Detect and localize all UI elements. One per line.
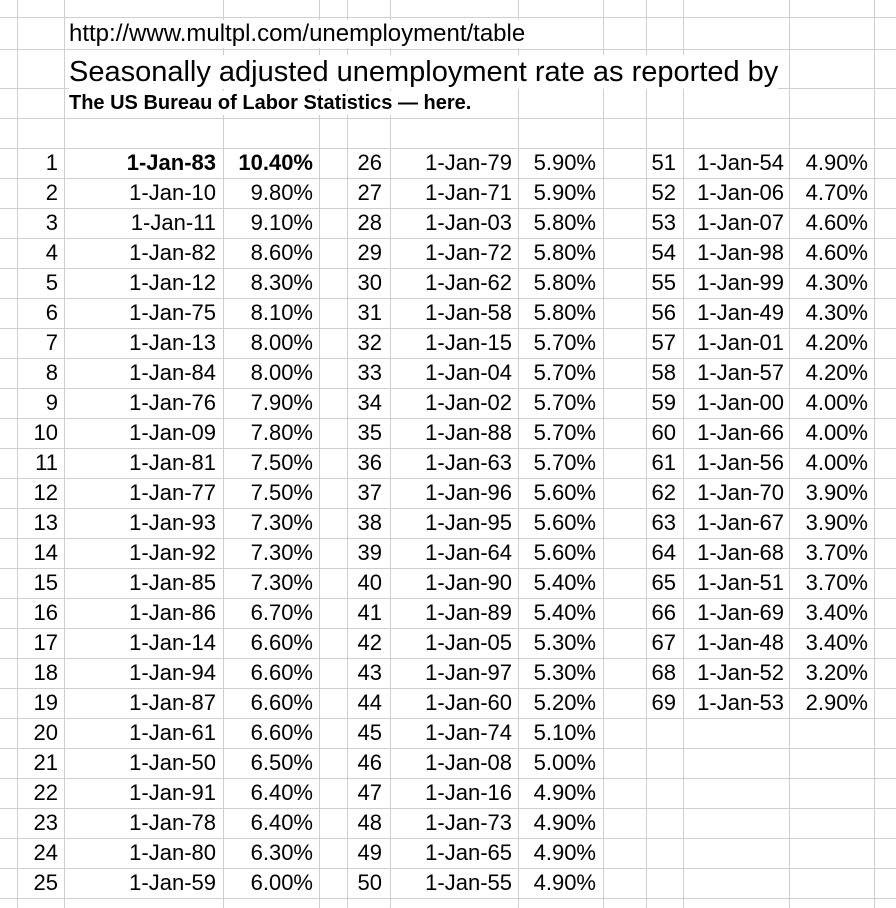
row-rank-cell[interactable]: 39 [357, 540, 382, 565]
row-rank-cell[interactable]: 61 [651, 450, 676, 475]
rate-cell[interactable]: 6.60% [250, 630, 313, 655]
date-cell[interactable]: 1-Jan-58 [425, 300, 512, 325]
row-rank-cell[interactable]: 45 [357, 720, 382, 745]
row-rank-cell[interactable]: 11 [35, 450, 58, 475]
row-rank-cell[interactable]: 58 [651, 360, 676, 385]
row-rank-cell[interactable]: 33 [357, 360, 382, 385]
row-rank-cell[interactable]: 69 [651, 690, 676, 715]
rate-cell[interactable]: 5.00% [533, 750, 596, 775]
gridline-vertical [64, 0, 65, 908]
row-rank-cell[interactable]: 10 [33, 420, 58, 445]
row-rank-cell[interactable]: 46 [357, 750, 382, 775]
date-cell[interactable]: 1-Jan-67 [697, 510, 784, 535]
rate-cell[interactable]: 5.70% [533, 330, 596, 355]
date-cell[interactable]: 1-Jan-08 [425, 750, 512, 775]
rate-cell[interactable]: 5.80% [533, 210, 596, 235]
row-rank-cell[interactable]: 8 [45, 360, 58, 385]
rate-cell[interactable]: 9.80% [250, 180, 313, 205]
gridline-vertical [789, 0, 790, 908]
date-cell[interactable]: 1-Jan-82 [129, 240, 216, 265]
date-cell[interactable]: 1-Jan-88 [425, 420, 512, 445]
date-cell[interactable]: 1-Jan-75 [129, 300, 216, 325]
date-cell[interactable]: 1-Jan-99 [697, 270, 784, 295]
row-rank-cell[interactable]: 57 [651, 330, 676, 355]
rate-cell[interactable]: 4.90% [533, 870, 596, 895]
rate-cell[interactable]: 7.90% [250, 390, 313, 415]
date-cell[interactable]: 1-Jan-72 [425, 240, 512, 265]
rate-cell[interactable]: 4.60% [805, 240, 868, 265]
date-cell[interactable]: 1-Jan-52 [697, 660, 784, 685]
row-rank-cell[interactable]: 65 [651, 570, 676, 595]
rate-cell[interactable]: 4.90% [533, 810, 596, 835]
row-rank-cell[interactable]: 47 [357, 780, 382, 805]
date-cell[interactable]: 1-Jan-12 [129, 270, 216, 295]
row-rank-cell[interactable]: 37 [357, 480, 382, 505]
date-cell[interactable]: 1-Jan-50 [129, 750, 216, 775]
row-rank-cell[interactable]: 3 [45, 210, 58, 235]
rate-cell[interactable]: 5.40% [533, 600, 596, 625]
rate-cell[interactable]: 5.70% [533, 390, 596, 415]
date-cell[interactable]: 1-Jan-66 [697, 420, 784, 445]
rate-cell[interactable]: 7.50% [250, 450, 313, 475]
row-rank-cell[interactable]: 44 [357, 690, 382, 715]
date-cell[interactable]: 1-Jan-69 [697, 600, 784, 625]
rate-cell[interactable]: 5.30% [533, 630, 596, 655]
rate-cell[interactable]: 7.30% [250, 570, 313, 595]
date-cell[interactable]: 1-Jan-74 [425, 720, 512, 745]
rate-cell[interactable]: 6.30% [250, 840, 313, 865]
rate-cell[interactable]: 9.10% [250, 210, 313, 235]
date-cell[interactable]: 1-Jan-56 [697, 450, 784, 475]
gridline-vertical [518, 0, 519, 908]
rate-cell[interactable]: 4.90% [533, 780, 596, 805]
row-rank-cell[interactable]: 32 [357, 330, 382, 355]
row-rank-cell[interactable]: 28 [357, 210, 382, 235]
row-rank-cell[interactable]: 5 [45, 270, 58, 295]
row-rank-cell[interactable]: 34 [357, 390, 382, 415]
rate-cell[interactable]: 5.10% [533, 720, 596, 745]
sheet-subtitle[interactable]: Seasonally adjusted unemployment rate as reported by [69, 56, 779, 88]
date-cell[interactable]: 1-Jan-09 [129, 420, 216, 445]
rate-cell[interactable]: 5.80% [533, 300, 596, 325]
rate-cell[interactable]: 5.70% [533, 360, 596, 385]
date-cell[interactable]: 1-Jan-07 [697, 210, 784, 235]
row-rank-cell[interactable]: 66 [651, 600, 676, 625]
rate-cell[interactable]: 5.40% [533, 570, 596, 595]
date-cell[interactable]: 1-Jan-01 [697, 330, 784, 355]
rate-cell[interactable]: 4.00% [805, 450, 868, 475]
date-cell[interactable]: 1-Jan-51 [697, 570, 784, 595]
rate-cell[interactable]: 8.30% [250, 270, 313, 295]
row-rank-cell[interactable]: 40 [357, 570, 382, 595]
rate-cell[interactable]: 5.80% [533, 240, 596, 265]
date-cell[interactable]: 1-Jan-96 [425, 480, 512, 505]
rate-cell[interactable]: 4.70% [805, 180, 868, 205]
rate-cell[interactable]: 3.90% [805, 510, 868, 535]
date-cell[interactable]: 1-Jan-89 [425, 600, 512, 625]
row-rank-cell[interactable]: 6 [45, 300, 58, 325]
date-cell[interactable]: 1-Jan-81 [129, 450, 216, 475]
gridline-vertical [319, 0, 320, 908]
date-cell[interactable]: 1-Jan-03 [425, 210, 512, 235]
rate-cell[interactable]: 4.20% [805, 360, 868, 385]
row-rank-cell[interactable]: 59 [651, 390, 676, 415]
row-rank-cell[interactable]: 63 [651, 510, 676, 535]
row-rank-cell[interactable]: 25 [33, 870, 58, 895]
gridline-vertical [17, 0, 18, 908]
rate-cell[interactable]: 6.60% [250, 720, 313, 745]
date-cell[interactable]: 1-Jan-97 [425, 660, 512, 685]
date-cell[interactable]: 1-Jan-94 [129, 660, 216, 685]
row-rank-cell[interactable]: 21 [33, 750, 58, 775]
row-rank-cell[interactable]: 50 [357, 870, 382, 895]
date-cell[interactable]: 1-Jan-87 [129, 690, 216, 715]
row-rank-cell[interactable]: 7 [45, 330, 58, 355]
rate-cell[interactable]: 4.90% [533, 840, 596, 865]
date-cell[interactable]: 1-Jan-05 [425, 630, 512, 655]
rate-cell[interactable]: 6.00% [250, 870, 313, 895]
row-rank-cell[interactable]: 35 [357, 420, 382, 445]
row-rank-cell[interactable]: 38 [357, 510, 382, 535]
date-cell[interactable]: 1-Jan-49 [697, 300, 784, 325]
date-cell[interactable]: 1-Jan-70 [697, 480, 784, 505]
row-rank-cell[interactable]: 22 [33, 780, 58, 805]
gridline-horizontal [0, 17, 896, 18]
rate-cell[interactable]: 6.40% [250, 780, 313, 805]
rate-cell[interactable]: 3.70% [805, 570, 868, 595]
rate-cell[interactable]: 4.30% [805, 270, 868, 295]
rate-cell[interactable]: 10.40% [238, 150, 313, 175]
row-rank-cell[interactable]: 36 [357, 450, 382, 475]
rate-cell[interactable]: 5.80% [533, 270, 596, 295]
row-rank-cell[interactable]: 4 [45, 240, 58, 265]
rate-cell[interactable]: 7.30% [250, 510, 313, 535]
date-cell[interactable]: 1-Jan-48 [697, 630, 784, 655]
gridline-horizontal [0, 49, 896, 50]
row-rank-cell[interactable]: 16 [33, 600, 58, 625]
gridline-vertical [683, 0, 684, 908]
rate-cell[interactable]: 6.50% [250, 750, 313, 775]
rate-cell[interactable]: 7.80% [250, 420, 313, 445]
row-rank-cell[interactable]: 29 [357, 240, 382, 265]
row-rank-cell[interactable]: 13 [33, 510, 58, 535]
date-cell[interactable]: 1-Jan-71 [425, 180, 512, 205]
row-rank-cell[interactable]: 18 [33, 660, 58, 685]
gridline-vertical [223, 0, 224, 908]
row-rank-cell[interactable]: 53 [651, 210, 676, 235]
rate-cell[interactable]: 7.30% [250, 540, 313, 565]
rate-cell[interactable]: 5.30% [533, 660, 596, 685]
row-rank-cell[interactable]: 54 [651, 240, 676, 265]
rate-cell[interactable]: 6.40% [250, 810, 313, 835]
date-cell[interactable]: 1-Jan-65 [425, 840, 512, 865]
date-cell[interactable]: 1-Jan-61 [129, 720, 216, 745]
row-rank-cell[interactable]: 20 [33, 720, 58, 745]
row-rank-cell[interactable]: 43 [357, 660, 382, 685]
row-rank-cell[interactable]: 67 [651, 630, 676, 655]
row-rank-cell[interactable]: 49 [357, 840, 382, 865]
row-rank-cell[interactable]: 48 [357, 810, 382, 835]
date-cell[interactable]: 1-Jan-00 [697, 390, 784, 415]
row-rank-cell[interactable]: 1 [45, 150, 58, 175]
rate-cell[interactable]: 6.60% [250, 690, 313, 715]
gridline-vertical [347, 0, 348, 908]
rate-cell[interactable]: 4.00% [805, 390, 868, 415]
date-cell[interactable]: 1-Jan-92 [129, 540, 216, 565]
date-cell[interactable]: 1-Jan-95 [425, 510, 512, 535]
date-cell[interactable]: 1-Jan-98 [697, 240, 784, 265]
row-rank-cell[interactable]: 60 [651, 420, 676, 445]
rate-cell[interactable]: 3.20% [805, 660, 868, 685]
rate-cell[interactable]: 5.90% [533, 150, 596, 175]
date-cell[interactable]: 1-Jan-60 [425, 690, 512, 715]
date-cell[interactable]: 1-Jan-91 [129, 780, 216, 805]
row-rank-cell[interactable]: 52 [651, 180, 676, 205]
row-rank-cell[interactable]: 27 [357, 180, 382, 205]
row-rank-cell[interactable]: 30 [357, 270, 382, 295]
date-cell[interactable]: 1-Jan-86 [129, 600, 216, 625]
row-rank-cell[interactable]: 14 [33, 540, 58, 565]
date-cell[interactable]: 1-Jan-10 [129, 180, 216, 205]
rate-cell[interactable]: 2.90% [805, 690, 868, 715]
date-cell[interactable]: 1-Jan-77 [129, 480, 216, 505]
date-cell[interactable]: 1-Jan-79 [425, 150, 512, 175]
rate-cell[interactable]: 3.70% [805, 540, 868, 565]
date-cell[interactable]: 1-Jan-84 [129, 360, 216, 385]
row-rank-cell[interactable]: 41 [357, 600, 382, 625]
rate-cell[interactable]: 5.70% [533, 420, 596, 445]
rate-cell[interactable]: 3.90% [805, 480, 868, 505]
rate-cell[interactable]: 4.90% [805, 150, 868, 175]
date-cell[interactable]: 1-Jan-59 [129, 870, 216, 895]
source-url[interactable]: http://www.multpl.com/unemployment/table [69, 20, 526, 47]
gridline-vertical [874, 0, 875, 908]
gridline-vertical [646, 0, 647, 908]
rate-cell[interactable]: 5.90% [533, 180, 596, 205]
date-cell[interactable]: 1-Jan-55 [425, 870, 512, 895]
rate-cell[interactable]: 8.00% [250, 330, 313, 355]
row-rank-cell[interactable]: 9 [45, 390, 58, 415]
rate-cell[interactable]: 4.60% [805, 210, 868, 235]
rate-cell[interactable]: 3.40% [805, 600, 868, 625]
row-rank-cell[interactable]: 55 [651, 270, 676, 295]
date-cell[interactable]: 1-Jan-85 [129, 570, 216, 595]
rate-cell[interactable]: 5.20% [533, 690, 596, 715]
date-cell[interactable]: 1-Jan-53 [697, 690, 784, 715]
rate-cell[interactable]: 4.20% [805, 330, 868, 355]
row-rank-cell[interactable]: 64 [651, 540, 676, 565]
row-rank-cell[interactable]: 31 [357, 300, 382, 325]
rate-cell[interactable]: 6.70% [250, 600, 313, 625]
rate-cell[interactable]: 5.70% [533, 450, 596, 475]
rate-cell[interactable]: 8.00% [250, 360, 313, 385]
row-rank-cell[interactable]: 56 [651, 300, 676, 325]
row-rank-cell[interactable]: 19 [33, 690, 58, 715]
gridline-vertical [390, 0, 391, 908]
rate-cell[interactable]: 5.60% [533, 540, 596, 565]
date-cell[interactable]: 1-Jan-62 [425, 270, 512, 295]
rate-cell[interactable]: 4.30% [805, 300, 868, 325]
gridline-vertical [603, 0, 604, 908]
rate-cell[interactable]: 8.60% [250, 240, 313, 265]
date-cell[interactable]: 1-Jan-83 [126, 150, 216, 175]
sheet-source-agency[interactable]: The US Bureau of Labor Statistics — here. [69, 92, 472, 114]
row-rank-cell[interactable]: 24 [33, 840, 58, 865]
row-rank-cell[interactable]: 42 [357, 630, 382, 655]
date-cell[interactable]: 1-Jan-15 [425, 330, 512, 355]
rate-cell[interactable]: 8.10% [250, 300, 313, 325]
date-cell[interactable]: 1-Jan-80 [129, 840, 216, 865]
date-cell[interactable]: 1-Jan-73 [425, 810, 512, 835]
row-rank-cell[interactable]: 23 [33, 810, 58, 835]
row-rank-cell[interactable]: 68 [651, 660, 676, 685]
row-rank-cell[interactable]: 2 [45, 180, 58, 205]
date-cell[interactable]: 1-Jan-57 [697, 360, 784, 385]
date-cell[interactable]: 1-Jan-11 [130, 210, 216, 235]
gridline-horizontal [0, 118, 896, 119]
row-rank-cell[interactable]: 17 [33, 630, 58, 655]
date-cell[interactable]: 1-Jan-13 [129, 330, 216, 355]
rate-cell[interactable]: 6.60% [250, 660, 313, 685]
date-cell[interactable]: 1-Jan-68 [697, 540, 784, 565]
rate-cell[interactable]: 7.50% [250, 480, 313, 505]
rate-cell[interactable]: 5.60% [533, 480, 596, 505]
date-cell[interactable]: 1-Jan-02 [425, 390, 512, 415]
date-cell[interactable]: 1-Jan-16 [425, 780, 512, 805]
date-cell[interactable]: 1-Jan-63 [425, 450, 512, 475]
row-rank-cell[interactable]: 51 [651, 150, 676, 175]
row-rank-cell[interactable]: 62 [651, 480, 676, 505]
date-cell[interactable]: 1-Jan-90 [425, 570, 512, 595]
rate-cell[interactable]: 4.00% [805, 420, 868, 445]
date-cell[interactable]: 1-Jan-04 [425, 360, 512, 385]
date-cell[interactable]: 1-Jan-06 [697, 180, 784, 205]
date-cell[interactable]: 1-Jan-76 [129, 390, 216, 415]
row-rank-cell[interactable]: 12 [33, 480, 58, 505]
row-rank-cell[interactable]: 15 [33, 570, 58, 595]
rate-cell[interactable]: 3.40% [805, 630, 868, 655]
gridline-horizontal [0, 898, 896, 899]
row-rank-cell[interactable]: 26 [357, 150, 382, 175]
date-cell[interactable]: 1-Jan-93 [129, 510, 216, 535]
date-cell[interactable]: 1-Jan-54 [697, 150, 784, 175]
rate-cell[interactable]: 5.60% [533, 510, 596, 535]
date-cell[interactable]: 1-Jan-14 [129, 630, 216, 655]
date-cell[interactable]: 1-Jan-78 [129, 810, 216, 835]
date-cell[interactable]: 1-Jan-64 [425, 540, 512, 565]
